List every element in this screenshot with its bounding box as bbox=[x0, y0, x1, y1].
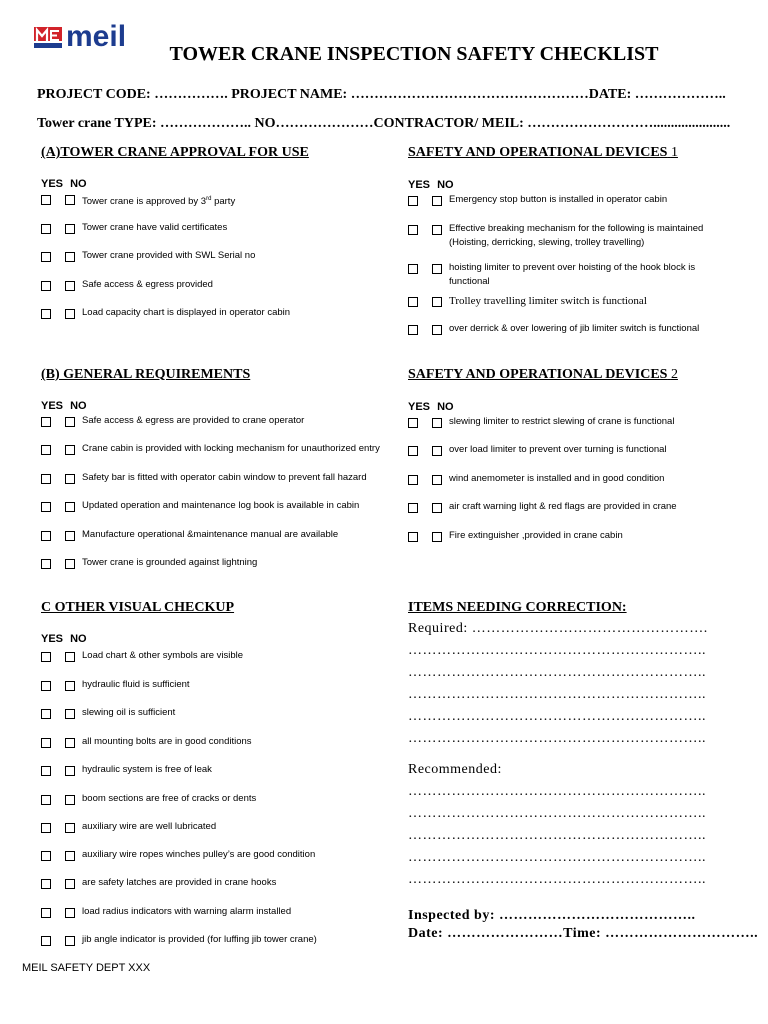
no-checkbox[interactable] bbox=[432, 475, 442, 485]
section-c-yes-no bbox=[41, 633, 87, 645]
section-c-title: C OTHER VISUAL CHECKUP bbox=[41, 600, 235, 615]
checklist-item-label: slewing limiter to restrict slewing of crane is functional bbox=[449, 416, 675, 427]
yes-checkbox[interactable] bbox=[408, 532, 418, 542]
no-checkbox[interactable] bbox=[432, 325, 442, 335]
checklist-item bbox=[41, 850, 381, 862]
checklist-item-label: slewing oil is sufficient bbox=[82, 707, 176, 718]
safety-devices-1-number: 1 bbox=[670, 145, 678, 160]
checklist-item bbox=[41, 765, 381, 777]
no-checkbox[interactable] bbox=[65, 652, 75, 662]
checklist-item-label: Crane cabin is provided with locking mechanism for unauthorized entry bbox=[82, 443, 380, 454]
no-checkbox[interactable] bbox=[432, 532, 442, 542]
yes-checkbox[interactable] bbox=[41, 502, 51, 512]
no-checkbox[interactable] bbox=[65, 879, 75, 889]
checklist-item bbox=[41, 308, 361, 320]
yes-checkbox[interactable] bbox=[408, 297, 418, 307]
checklist-item bbox=[41, 907, 381, 919]
page-title: TOWER CRANE INSPECTION SAFETY CHECKLIST bbox=[169, 43, 659, 65]
checklist-item-label: auxiliary wire are well lubricated bbox=[82, 821, 217, 832]
checklist-item-label: Tower crane have valid certificates bbox=[82, 222, 228, 233]
no-checkbox[interactable] bbox=[65, 795, 75, 805]
no-header: NO bbox=[437, 401, 454, 413]
yes-checkbox[interactable] bbox=[41, 309, 51, 319]
checklist-item-label: auxiliary wire ropes winches pulley’s are good condition bbox=[82, 849, 316, 860]
blank-line[interactable]: …………………………………………………….. bbox=[408, 784, 706, 799]
yes-checkbox[interactable] bbox=[41, 417, 51, 427]
yes-checkbox[interactable] bbox=[41, 709, 51, 719]
yes-checkbox[interactable] bbox=[408, 475, 418, 485]
checklist-item bbox=[41, 251, 361, 263]
no-checkbox[interactable] bbox=[432, 418, 442, 428]
yes-checkbox[interactable] bbox=[41, 681, 51, 691]
checklist-item-label: wind anemometer is installed and in good condition bbox=[449, 473, 665, 484]
yes-checkbox[interactable] bbox=[408, 446, 418, 456]
no-checkbox[interactable] bbox=[432, 225, 442, 235]
no-header: NO bbox=[70, 400, 87, 412]
no-header: NO bbox=[70, 633, 87, 645]
yes-checkbox[interactable] bbox=[408, 418, 418, 428]
yes-header: YES bbox=[408, 401, 431, 413]
logo-text: meil bbox=[66, 20, 127, 53]
checklist-item bbox=[41, 223, 361, 235]
checklist-item-label: hydraulic fluid is sufficient bbox=[82, 679, 190, 690]
corrections-title: ITEMS NEEDING CORRECTION: bbox=[408, 600, 627, 615]
yes-checkbox[interactable] bbox=[41, 195, 51, 205]
yes-checkbox[interactable] bbox=[41, 908, 51, 918]
checklist-item-label: Effective breaking mechanism for the following is maintained (Hoisting, derricking, slewing, trolley travelling) bbox=[449, 223, 704, 248]
yes-header: YES bbox=[41, 178, 64, 190]
blank-line[interactable]: …………………………………………………….. bbox=[408, 643, 706, 658]
section-a-yes-no bbox=[41, 178, 87, 190]
inspected-by-field[interactable]: Inspected by: ………………………………….. bbox=[408, 908, 696, 923]
yes-checkbox[interactable] bbox=[41, 445, 51, 455]
checklist-item bbox=[41, 558, 381, 570]
safety-devices-2-title bbox=[408, 367, 678, 383]
section-b-title: (B) GENERAL REQUIREMENTS bbox=[41, 367, 251, 382]
yes-checkbox[interactable] bbox=[41, 738, 51, 748]
yes-checkbox[interactable] bbox=[41, 559, 51, 569]
checklist-item bbox=[41, 280, 361, 292]
yes-checkbox[interactable] bbox=[41, 652, 51, 662]
no-checkbox[interactable] bbox=[65, 445, 75, 455]
checklist-item bbox=[408, 296, 738, 308]
checklist-item-label: are safety latches are provided in crane hooks bbox=[82, 877, 277, 888]
no-checkbox[interactable] bbox=[65, 309, 75, 319]
no-checkbox[interactable] bbox=[65, 851, 75, 861]
checklist-item-label: Safe access & egress are provided to crane operator bbox=[82, 415, 305, 426]
safety-devices-2-number: 2 bbox=[670, 367, 678, 382]
yes-checkbox[interactable] bbox=[41, 823, 51, 833]
yes-checkbox[interactable] bbox=[408, 264, 418, 274]
no-checkbox[interactable] bbox=[65, 224, 75, 234]
no-checkbox[interactable] bbox=[65, 709, 75, 719]
yes-checkbox[interactable] bbox=[41, 224, 51, 234]
yes-checkbox[interactable] bbox=[41, 252, 51, 262]
checklist-item bbox=[41, 530, 381, 542]
blank-line[interactable]: …………………………………………………….. bbox=[408, 709, 706, 724]
checklist-item-label: Trolley travelling limiter switch is functional bbox=[449, 295, 647, 307]
section-a-title: (A)TOWER CRANE APPROVAL FOR USE bbox=[41, 145, 309, 160]
yes-checkbox[interactable] bbox=[41, 795, 51, 805]
no-checkbox[interactable] bbox=[65, 252, 75, 262]
no-checkbox[interactable] bbox=[432, 446, 442, 456]
checklist-item-label: Fire extinguisher ,provided in crane cabin bbox=[449, 530, 623, 541]
blank-line[interactable]: …………………………………………………….. bbox=[408, 731, 706, 746]
checklist-item bbox=[41, 680, 381, 692]
checklist-item bbox=[41, 501, 381, 513]
checklist-item-label: air craft warning light & red flags are provided in crane bbox=[449, 501, 677, 512]
checklist-item bbox=[408, 474, 738, 486]
blank-line[interactable]: …………………………………………………….. bbox=[408, 665, 706, 680]
checklist-item-label: Load capacity chart is displayed in operator cabin bbox=[82, 307, 291, 318]
checklist-item bbox=[408, 195, 738, 207]
no-checkbox[interactable] bbox=[65, 738, 75, 748]
date-time-field[interactable]: Date: ……………………Time: ………………………….. bbox=[408, 926, 759, 941]
safety-devices-2-title-text: SAFETY AND OPERATIONAL DEVICES bbox=[408, 367, 668, 382]
no-checkbox[interactable] bbox=[432, 264, 442, 274]
no-checkbox[interactable] bbox=[65, 766, 75, 776]
project-info-line: PROJECT CODE: ……………. PROJECT NAME: ……………………………………………DATE: ……………….. bbox=[37, 87, 726, 102]
checklist-item bbox=[408, 531, 738, 543]
yes-checkbox[interactable] bbox=[41, 281, 51, 291]
no-checkbox[interactable] bbox=[65, 502, 75, 512]
no-checkbox[interactable] bbox=[65, 531, 75, 541]
safety-devices-1-yes-no bbox=[408, 179, 454, 191]
checklist-item bbox=[41, 822, 381, 834]
yes-header: YES bbox=[408, 179, 431, 191]
checklist-item-label: Load chart & other symbols are visible bbox=[82, 650, 244, 661]
checklist-item bbox=[408, 417, 738, 429]
checklist-item-label: Tower crane is grounded against lightning bbox=[82, 557, 258, 568]
yes-checkbox[interactable] bbox=[41, 531, 51, 541]
checklist-item-label: all mounting bolts are in good conditions bbox=[82, 736, 252, 747]
checklist-item-label: Emergency stop button is installed in operator cabin bbox=[449, 194, 668, 205]
section-b-yes-no bbox=[41, 400, 87, 412]
yes-checkbox[interactable] bbox=[408, 503, 418, 513]
no-header: NO bbox=[437, 179, 454, 191]
checklist-item bbox=[408, 502, 738, 514]
yes-header: YES bbox=[41, 400, 64, 412]
checklist-item bbox=[408, 445, 738, 457]
crane-info-line: Tower crane TYPE: ……………….. NO…………………CONTRACTOR/ MEIL: ………………………...................... bbox=[37, 116, 731, 131]
checklist-item bbox=[408, 324, 738, 336]
yes-checkbox[interactable] bbox=[41, 766, 51, 776]
yes-checkbox[interactable] bbox=[408, 196, 418, 206]
checklist-item bbox=[408, 263, 738, 289]
checklist-item-label: Manufacture operational &maintenance manual are available bbox=[82, 529, 339, 540]
no-checkbox[interactable] bbox=[432, 297, 442, 307]
checklist-item bbox=[41, 651, 381, 663]
checklist-item-label: boom sections are free of cracks or dents bbox=[82, 793, 257, 804]
checklist-item-label: over load limiter to prevent over turning is functional bbox=[449, 444, 667, 455]
blank-line[interactable]: …………………………………………………….. bbox=[408, 828, 706, 843]
no-checkbox[interactable] bbox=[432, 196, 442, 206]
checklist-item-label: Safe access & egress provided bbox=[82, 279, 213, 290]
checklist-item-label: load radius indicators with warning alarm installed bbox=[82, 906, 292, 917]
checklist-item-label: jib angle indicator is provided (for luffing jib tower crane) bbox=[82, 934, 317, 945]
no-checkbox[interactable] bbox=[432, 503, 442, 513]
checklist-item bbox=[41, 473, 381, 485]
no-checkbox[interactable] bbox=[65, 936, 75, 946]
no-checkbox[interactable] bbox=[65, 908, 75, 918]
footer-text: MEIL SAFETY DEPT XXX bbox=[22, 962, 151, 974]
checklist-item bbox=[41, 708, 381, 720]
checklist-item bbox=[41, 194, 361, 209]
yes-checkbox[interactable] bbox=[408, 325, 418, 335]
no-checkbox[interactable] bbox=[65, 559, 75, 569]
no-header: NO bbox=[70, 178, 87, 190]
checklist-item bbox=[41, 444, 381, 456]
yes-checkbox[interactable] bbox=[41, 851, 51, 861]
no-checkbox[interactable] bbox=[65, 417, 75, 427]
checklist-item-label: hoisting limiter to prevent over hoisting of the hook block is functional bbox=[449, 262, 696, 287]
no-checkbox[interactable] bbox=[65, 823, 75, 833]
blank-line[interactable]: …………………………………………………….. bbox=[408, 806, 706, 821]
checklist-item-label: Safety bar is fitted with operator cabin window to prevent fall hazard bbox=[82, 472, 367, 483]
checklist-item bbox=[41, 878, 381, 890]
no-checkbox[interactable] bbox=[65, 195, 75, 205]
checklist-item bbox=[41, 794, 381, 806]
required-field[interactable]: Required: …………………………………………. bbox=[408, 621, 708, 636]
blank-line[interactable]: …………………………………………………….. bbox=[408, 872, 706, 887]
yes-checkbox[interactable] bbox=[408, 225, 418, 235]
no-checkbox[interactable] bbox=[65, 281, 75, 291]
recommended-label: Recommended: bbox=[408, 762, 502, 777]
safety-devices-1-title bbox=[408, 145, 678, 161]
safety-devices-2-yes-no bbox=[408, 401, 454, 413]
checklist-item bbox=[41, 737, 381, 749]
blank-line[interactable]: …………………………………………………….. bbox=[408, 687, 706, 702]
yes-checkbox[interactable] bbox=[41, 879, 51, 889]
checklist-item-label: Tower crane is approved by 3rd party bbox=[82, 196, 236, 208]
checklist-item bbox=[408, 224, 738, 250]
yes-checkbox[interactable] bbox=[41, 936, 51, 946]
no-checkbox[interactable] bbox=[65, 474, 75, 484]
safety-devices-1-title-text: SAFETY AND OPERATIONAL DEVICES bbox=[408, 145, 668, 160]
checklist-item-label: hydraulic system is free of leak bbox=[82, 764, 212, 775]
blank-line[interactable]: …………………………………………………….. bbox=[408, 850, 706, 865]
checklist-item-label: Updated operation and maintenance log book is available in cabin bbox=[82, 500, 360, 511]
checklist-item-label: over derrick & over lowering of jib limiter switch is functional bbox=[449, 323, 700, 334]
yes-checkbox[interactable] bbox=[41, 474, 51, 484]
checklist-item bbox=[41, 935, 381, 947]
no-checkbox[interactable] bbox=[65, 681, 75, 691]
checklist-item bbox=[41, 416, 381, 428]
checklist-item-label: Tower crane provided with SWL Serial no bbox=[82, 250, 256, 261]
yes-header: YES bbox=[41, 633, 64, 645]
